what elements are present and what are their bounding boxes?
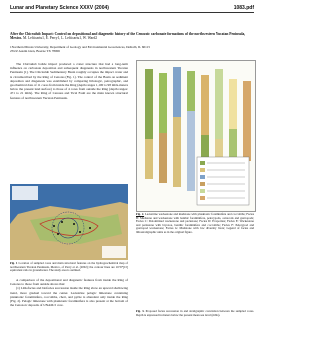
document-id: 1083.pdf [233,5,254,11]
paper-title [10,32,254,41]
figure-3-caption [136,310,254,317]
body-paragraph-1: The Chicxulub bolide impact produced a crater structure that had a long-term influence on carbonate deposition and subsequent diagenesis in northwestern Yucatan Peninsula [1]. The Chicxulub Sedimentary Basin roughly occupies the impact crater and is circumscribed by the Ring of Cenotes (Fig. 1). The control of the Basin on sediment deposition and diagenesis was established by comparing lithologic, petrographic, and geochemical data of 11 cores from inside the Ring (depth ranges 1,100 to 98 mbls-meters below the present land surface) to those of 4 cores from outside the Ring (depth ranges: 471 to 21 mbls). The Ring of Cenotes and Tical Fault are the main known structural features of northwestern Yucatan Peninsula. [10,62,128,100]
body-paragraph-3: (1) Lithofacies and biofacies succession inside the Ring show an upward shallowing trend, more gradual toward the center. Lacustrine pelagic limestone containing planktonic foraminifera, coccoliths, chert, and pyrite is abundant only inside the Ring (Fig. 2). Pelagic limestone with planktonic foraminifera is also present at the bottom of the Cenozoic deposits of UNAM-5 core. [10,286,128,308]
figure-2-stratigraphic-columns [136,60,256,212]
figure-3-label: Fig. 3. [136,309,145,313]
body-column-left [10,62,128,182]
journal-header: Lunar and Planetary Science XXXV (2004) [10,5,109,11]
figure-1-caption [10,262,128,273]
figure-2-caption-text: Lacustrine wackestone and mudstone with planktonic foraminifera and coccoliths; Facies B: Mudstone and wackestone with benthic foraminifera, pelecypods, ostracods and gastropods; Facies C: Dolomitized wackestone and packstone; Facies D: Evaporites; Facies E: Wackestone and packstone with bryozoa, benthic foraminifera and coccoliths; Facies F: Pelecypod and gastropod wackestone; Facies G: Mudstone with low diversity biota; Legend of facies and lithostratigraphic units as in the original figure. [136,212,254,234]
figure-2-label: Fig. 2. [136,212,145,216]
figure-2-caption [136,213,254,235]
strat-graphic [137,61,255,211]
figure-1-caption-text: Location of sampled cores and main structural features on the hydrogeochemical map of northwestern Yucatan Peninsula, Mexico, of Perry et al. (2002); the contour lines are 10^6*[Cl] equivalent ratio in groundwater. The study area is outlined. [10,261,128,273]
figure-1-label: Fig. 1 [10,261,18,265]
title-text: After the Chicxulub Impact: Control on depositional and diagenetic history of the Cenozoic carbonate formations of the northwestern Yucatan Peninsula, Mexico. [10,32,246,41]
affiliation-1: 1Northern Illinois University, Department of Geology and Environmental Geosciences, DeKalb, IL 60115 [10,45,150,49]
author-list: M. Lefticariu1, E. Perry1, L. Lefticariu1, W. Ward2 [22,36,98,41]
map-graphic [10,184,128,260]
figure-3-caption-text: Proposed facies succession in and stratigraphic correlation between the sampled cores. Depth is expressed in meters below the present mean sea level (mbls). [136,309,254,317]
body-paragraph-2: A comparison of the depositional and diagenetic features from inside the Ring of Cenotes to those from outside shows that: [10,278,128,287]
header-rule [10,12,254,13]
figure-1-map [10,184,128,260]
affiliations [10,45,254,53]
body-column-left-continued [10,278,128,334]
affiliation-2: 2SUZ Austin Glen, Boerne TX 78006 [10,49,60,53]
